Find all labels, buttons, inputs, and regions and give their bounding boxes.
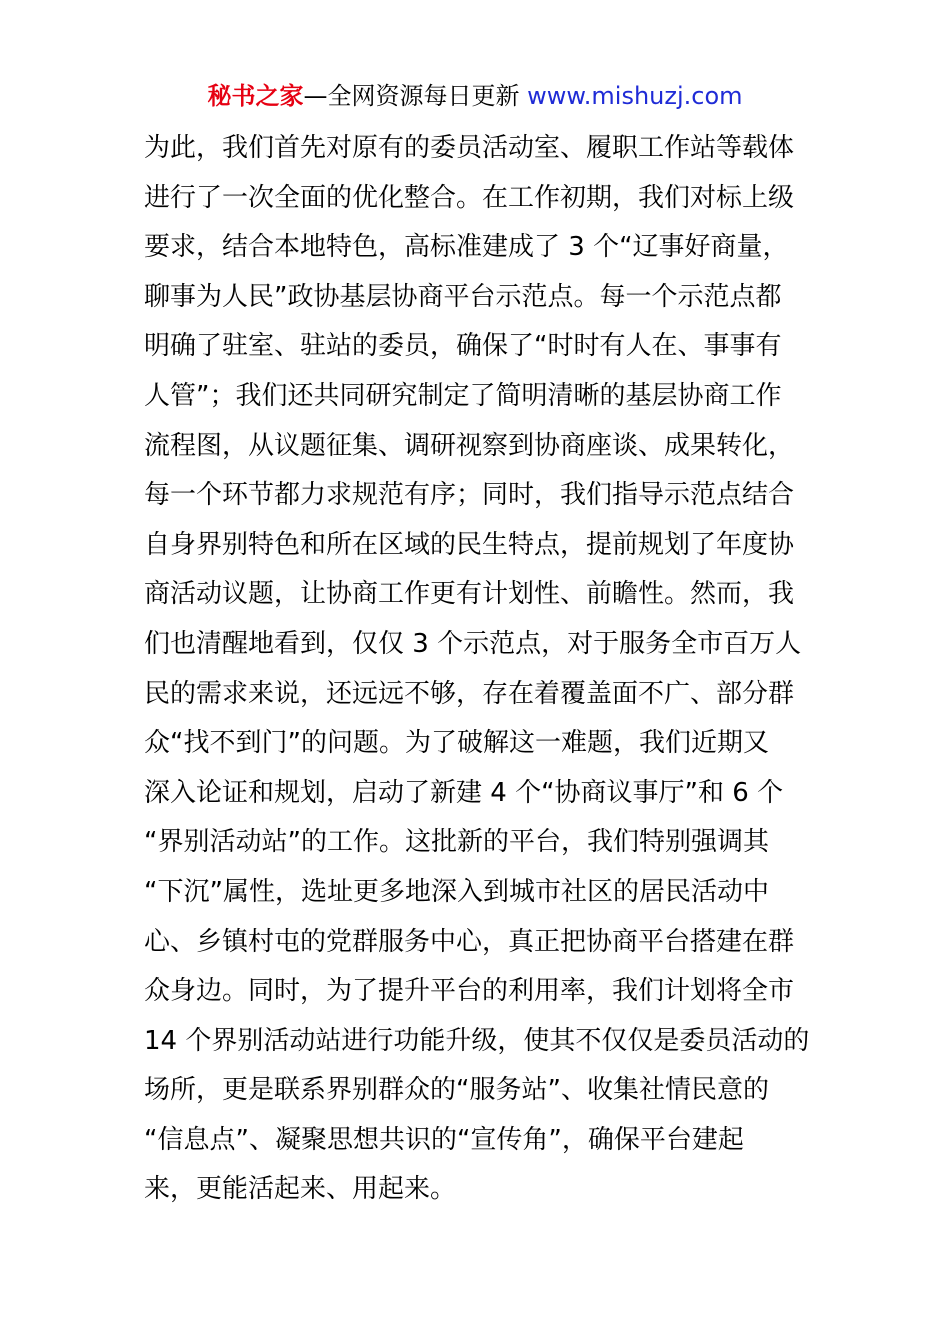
text-line: 流程图，从议题征集、调研视察到协商座谈、成果转化， (144, 430, 795, 461)
document-body (144, 124, 814, 1215)
text-line: 深入论证和规划，启动了新建 4 个“协商议事厅”和 6 个 (144, 777, 784, 808)
text-line: 场所，更是联系界别群众的“服务站”、收集社情民意的 (144, 1075, 769, 1106)
text-line: 人管”；我们还共同研究制定了简明清晰的基层协商工作 (144, 380, 782, 411)
text-line: 明确了驻室、驻站的委员，确保了“时时有人在、事事有 (144, 331, 782, 362)
text-line: “信息点”、凝聚思想共识的“宣传角”，确保平台建起 (144, 1124, 744, 1155)
text-line: 商活动议题，让协商工作更有计划性、前瞻性。然而，我 (144, 579, 795, 610)
text-line: 民的需求来说，还远远不够，存在着覆盖面不广、部分群 (144, 678, 795, 709)
text-line: 众“找不到门”的问题。为了破解这一难题，我们近期又 (144, 728, 769, 759)
text-line: 聊事为人民”政协基层协商平台示范点。每一个示范点都 (144, 281, 782, 312)
text-line: 众身边。同时，为了提升平台的利用率，我们计划将全市 (144, 976, 795, 1007)
text-line: “下沉”属性，选址更多地深入到城市社区的居民活动中 (144, 876, 769, 907)
text-line: 们也清醒地看到，仅仅 3 个示范点，对于服务全市百万人 (144, 628, 802, 659)
text-line: 心、乡镇村屯的党群服务中心，真正把协商平台搭建在群 (144, 926, 795, 957)
text-line: 来，更能活起来、用起来。 (144, 1174, 457, 1205)
text-line: 要求，结合本地特色，高标准建成了 3 个“辽事好商量， (144, 232, 789, 263)
site-brand: 秘书之家 (207, 82, 304, 110)
text-line: 为此，我们首先对原有的委员活动室、履职工作站等载体 (144, 133, 795, 163)
site-url-link[interactable]: www.mishuzj.com (527, 82, 743, 110)
text-line: 自身界别特色和所在区域的民生特点，提前规划了年度协 (144, 529, 795, 560)
site-slogan: —全网资源每日更新 (303, 82, 528, 110)
text-line: “界别活动站”的工作。这批新的平台，我们特别强调其 (144, 827, 769, 858)
site-header (0, 78, 950, 114)
text-line: 每一个环节都力求规范有序；同时，我们指导示范点结合 (144, 480, 795, 511)
text-line: 14 个界别活动站进行功能升级，使其不仅仅是委员活动的 (144, 1025, 810, 1056)
text-line: 进行了一次全面的优化整合。在工作初期，我们对标上级 (144, 182, 795, 213)
